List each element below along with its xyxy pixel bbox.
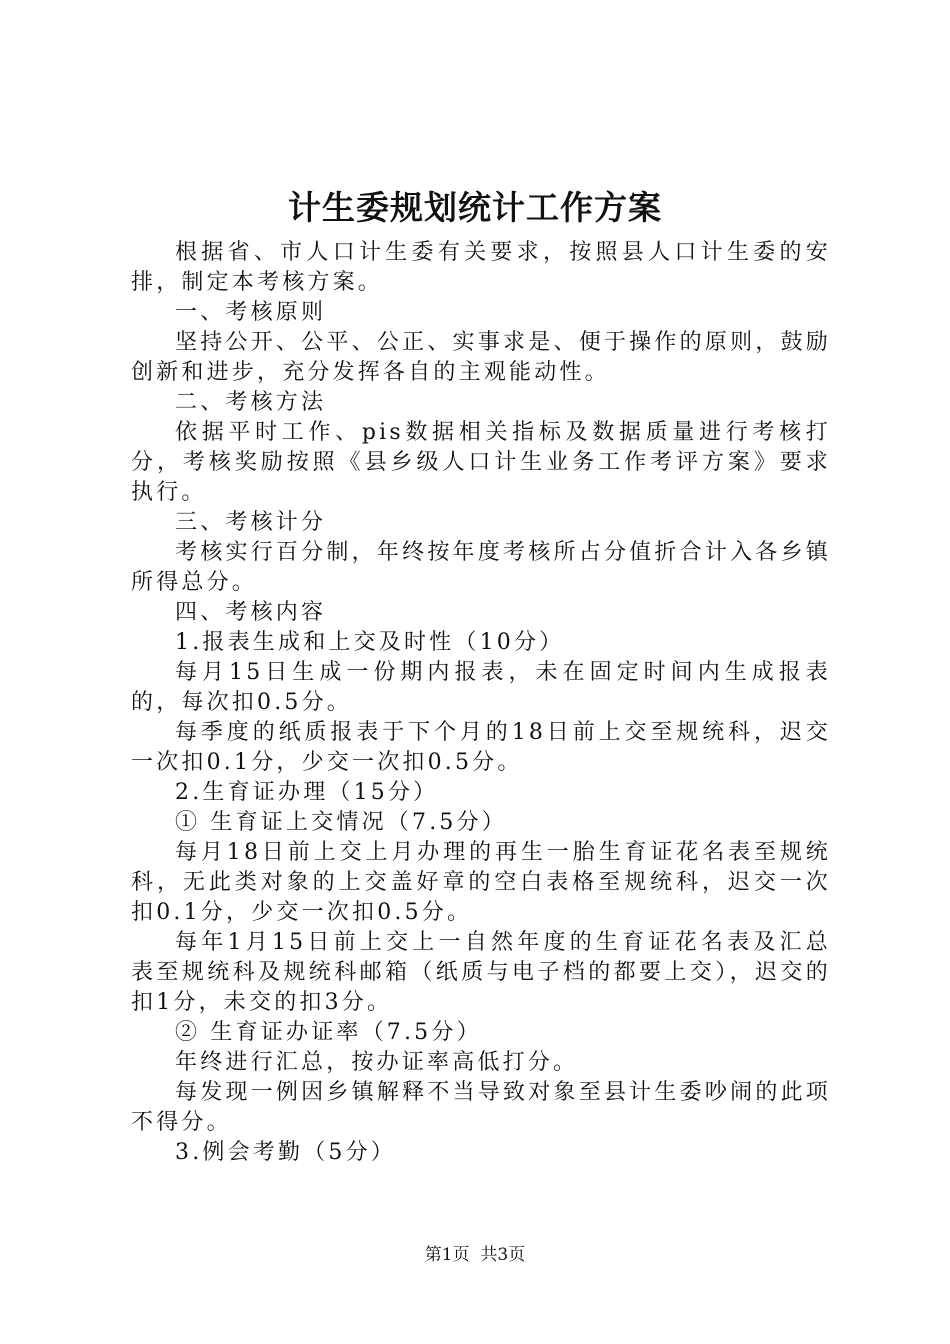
document-title: 计生委规划统计工作方案 (288, 188, 662, 227)
paragraph: 每月18日前上交上月办理的再生一胎生育证花名表至规统科，无此类对象的上交盖好章的空白表格至规统科，迟交一次扣0.1分，少交一次扣0.5分。 (131, 840, 831, 925)
subsection-heading: 1.报表生成和上交及时性（10分） (175, 630, 565, 655)
paragraph: 每月15日生成一份期内报表，未在固定时间内生成报表的，每次扣0.5分。 (131, 660, 831, 715)
subsection-heading: ① 生育证上交情况（7.5分） (175, 810, 507, 835)
section-heading: 四、考核内容 (175, 600, 327, 625)
section-heading: 二、考核方法 (175, 390, 327, 415)
page-footer (0, 1243, 950, 1267)
subsection-heading: 3.例会考勤（5分） (175, 1140, 396, 1165)
document-body (131, 238, 831, 1168)
subsection-heading: 2.生育证办理（15分） (175, 780, 439, 805)
paragraph: 坚持公开、公平、公正、实事求是、便于操作的原则，鼓励创新和进步，充分发挥各自的主观能动性。 (131, 330, 831, 385)
footer-spacer (470, 1245, 481, 1265)
paragraph: 每发现一例因乡镇解释不当导致对象至县计生委吵闹的此项不得分。 (131, 1080, 831, 1135)
paragraph: 每季度的纸质报表于下个月的18日前上交至规统科，迟交一次扣0.1分，少交一次扣0.5分。 (131, 720, 831, 775)
section-heading: 一、考核原则 (175, 300, 327, 325)
section-heading: 三、考核计分 (175, 510, 327, 535)
page-total: 共3页 (480, 1245, 526, 1265)
paragraph: 考核实行百分制，年终按年度考核所占分值折合计入各乡镇所得总分。 (131, 540, 831, 595)
paragraph: 每年1月15日前上交上一自然年度的生育证花名表及汇总表至规统科及规统科邮箱（纸质与电子档的都要上交），迟交的扣1分，未交的扣3分。 (131, 930, 831, 1015)
subsection-heading: ② 生育证办证率（7.5分） (175, 1020, 482, 1045)
page-number: 第1页 (424, 1245, 470, 1265)
paragraph: 依据平时工作、pis数据相关指标及数据质量进行考核打分，考核奖励按照《县乡级人口计生业务工作考评方案》要求执行。 (131, 420, 831, 505)
paragraph: 年终进行汇总，按办证率高低打分。 (175, 1050, 579, 1075)
paragraph: 根据省、市人口计生委有关要求，按照县人口计生委的安排，制定本考核方案。 (131, 240, 831, 295)
